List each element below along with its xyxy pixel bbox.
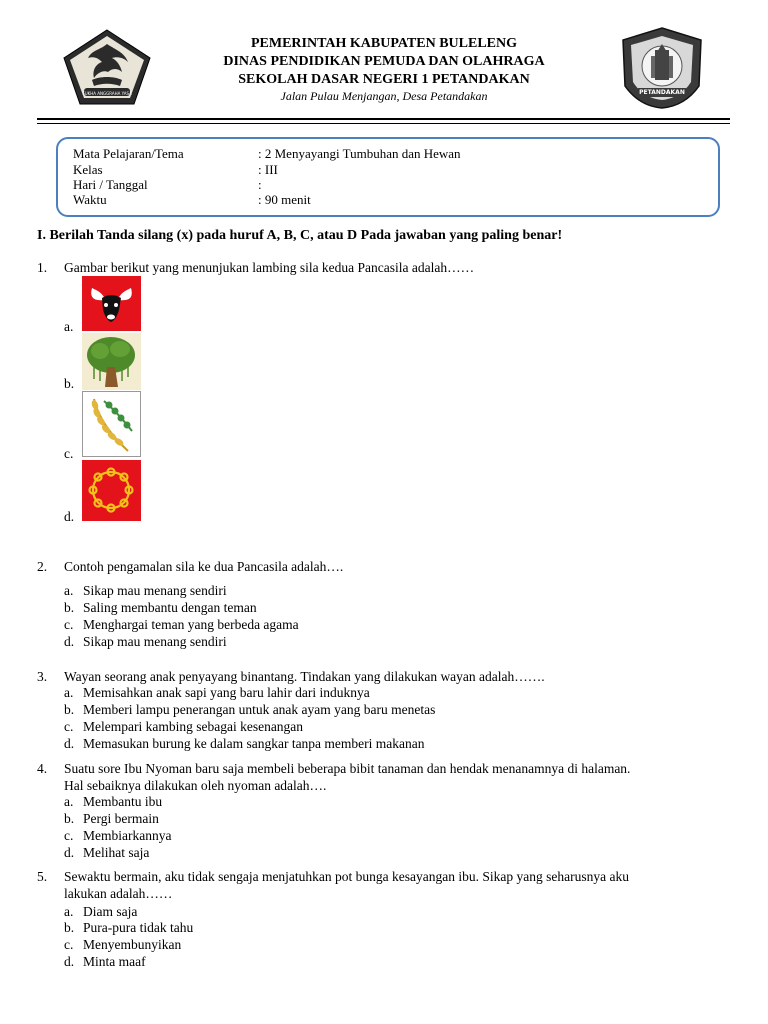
option-letter: d.	[64, 509, 75, 524]
info-label-date: Hari / Tanggal	[73, 177, 148, 192]
header-line-1: PEMERINTAH KABUPATEN BULELENG	[250, 36, 518, 51]
banyan-tree-icon	[82, 333, 141, 390]
header-rule-thick	[37, 118, 730, 120]
regency-logo-motto: SUKHA ANGGRAHA YASA	[82, 91, 132, 96]
question-text-line-2: Hal sebaiknya dilakukan oleh nyoman adalah….	[64, 778, 327, 793]
question-text: Gambar berikut yang menunjukan lambing sila kedua Pancasila adalah……	[64, 260, 475, 275]
question-text-line-1: Suatu sore Ibu Nyoman baru saja membeli beberapa bibit tanaman dan hendak menanamnya di halaman.	[64, 761, 631, 776]
option-letter: c.	[64, 446, 74, 461]
info-value-time: : 90 menit	[258, 192, 311, 207]
question-text-line-1: Sewaktu bermain, aku tidak sengaja menjatuhkan pot bunga kesayangan ibu. Sikap yang seharusnya aku	[64, 869, 629, 884]
option-letter: b.	[64, 376, 75, 391]
answer-option: c. Melempari kambing sebagai kesenangan	[64, 719, 304, 734]
answer-option: a. Memisahkan anak sapi yang baru lahir dari induknya	[64, 685, 370, 700]
school-logo-label: PETANDAKAN	[639, 89, 685, 96]
answer-option: a. Diam saja	[64, 904, 138, 919]
question-text: Wayan seorang anak penyayang binantang. Tindakan yang dilakukan wayan adalah…….	[64, 669, 545, 684]
question-number: 2.	[37, 559, 48, 574]
answer-option: d. Melihat saja	[64, 845, 150, 860]
school-logo	[619, 26, 705, 110]
option-letter: a.	[64, 319, 74, 334]
header-line-3: SEKOLAH DASAR NEGERI 1 PETANDAKAN	[238, 72, 530, 87]
chain-icon	[82, 460, 141, 521]
info-label-subject: Mata Pelajaran/Tema	[73, 146, 184, 161]
answer-option: b. Memberi lampu penerangan untuk anak ayam yang baru menetas	[64, 702, 436, 717]
info-label-time: Waktu	[73, 192, 107, 207]
info-label-class: Kelas	[73, 162, 103, 177]
section-instruction: I. Berilah Tanda silang (x) pada huruf A, B, C, atau D Pada jawaban yang paling benar!	[37, 228, 563, 243]
info-value-class: : III	[258, 162, 278, 177]
rice-cotton-icon	[82, 391, 141, 457]
answer-option: d. Sikap mau menang sendiri	[64, 634, 227, 649]
header-rule-thin	[37, 123, 730, 124]
answer-option: a. Sikap mau menang sendiri	[64, 583, 227, 598]
question-number: 1.	[37, 260, 48, 275]
answer-option: b. Pergi bermain	[64, 811, 159, 826]
answer-option: b. Pura-pura tidak tahu	[64, 920, 194, 935]
answer-option: d. Memasukan burung ke dalam sangkar tanpa memberi makanan	[64, 736, 425, 751]
school-address: Jalan Pulau Menjangan, Desa Petandakan	[280, 89, 488, 103]
question-number: 5.	[37, 869, 48, 884]
answer-option: c. Membiarkannya	[64, 828, 172, 843]
info-value-subject: : 2 Menyayangi Tumbuhan dan Hewan	[258, 146, 461, 161]
question-text: Contoh pengamalan sila ke dua Pancasila adalah….	[64, 559, 344, 574]
answer-option: d. Minta maaf	[64, 954, 146, 969]
question-number: 3.	[37, 669, 48, 684]
answer-option: c. Menghargai teman yang berbeda agama	[64, 617, 299, 632]
answer-option: c. Menyembunyikan	[64, 937, 182, 952]
answer-option: b. Saling membantu dengan teman	[64, 600, 257, 615]
question-number: 4.	[37, 761, 48, 776]
header-line-2: DINAS PENDIDIKAN PEMUDA DAN OLAHRAGA	[223, 54, 545, 69]
question-text-line-2: lakukan adalah……	[64, 886, 173, 901]
answer-option: a. Membantu ibu	[64, 794, 163, 809]
info-value-date: :	[258, 177, 262, 192]
bull-head-icon	[82, 276, 141, 331]
